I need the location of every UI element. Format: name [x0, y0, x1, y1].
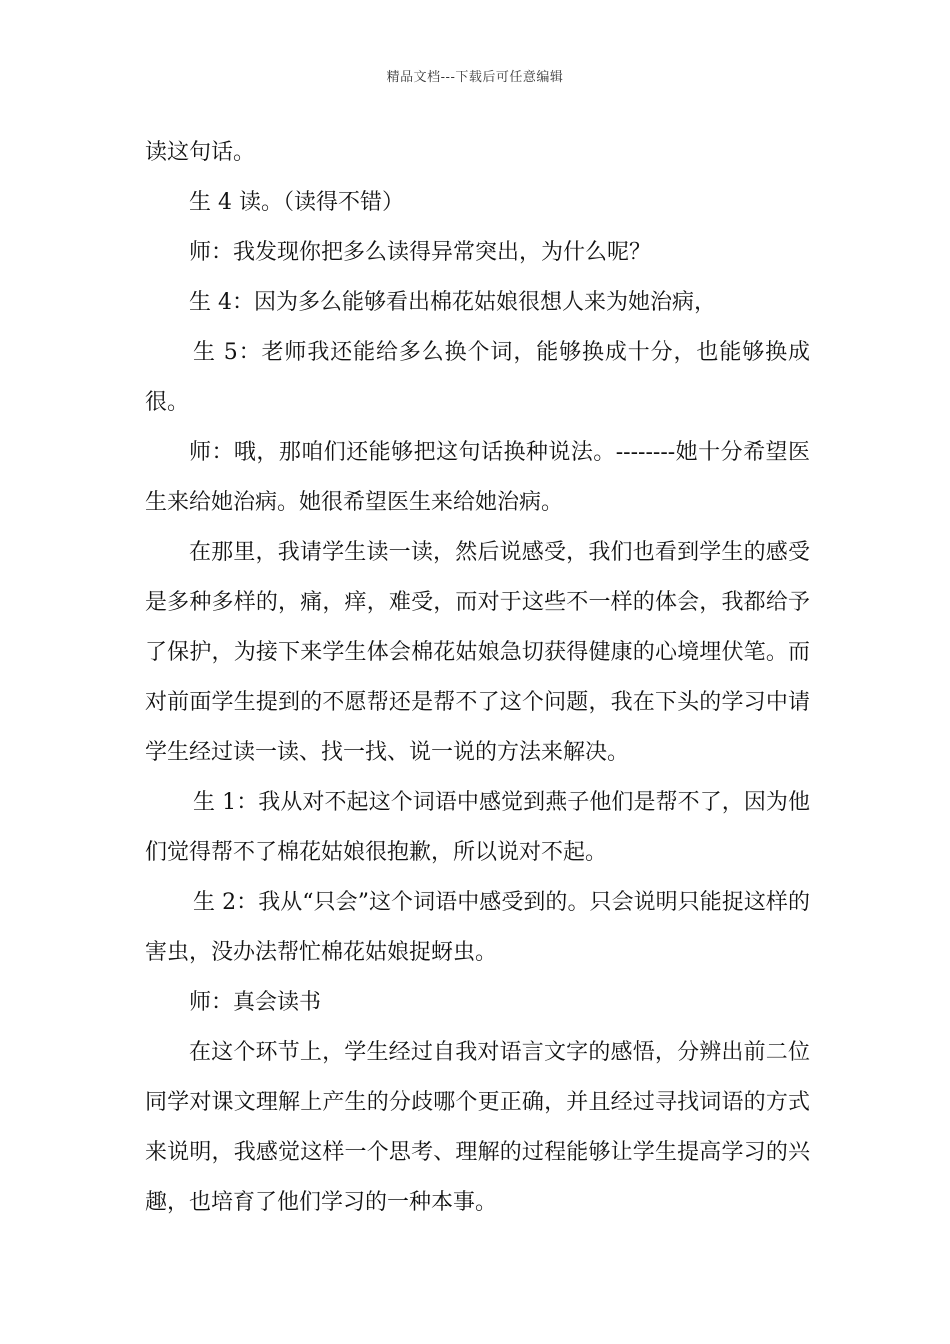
paragraph-6: 师：哦，那咱们还能够把这句话换种说法。--------她十分希望医生来给她治病。她很希望医生来给她治病。: [145, 440, 810, 515]
paragraph-2: 生 4 读。（读得不错）: [189, 190, 404, 215]
page-header: 精品文档---下载后可任意编辑: [386, 70, 564, 85]
paragraph-5: 生 5：老师我还能给多么换个词，能够换成十分，也能够换成很。: [145, 340, 810, 415]
paragraph-11: 在这个环节上，学生经过自我对语言文字的感悟，分辨出前二位同学对课文理解上产生的分歧哪个更正确，并且经过寻找词语的方式来说明，我感觉这样一个思考、理解的过程能够让学生提高学习的兴趣，也培育了他们学习的一种本事。: [145, 1040, 810, 1215]
document-body: [145, 128, 810, 1228]
paragraph-8: 生 1：我从对不起这个词语中感觉到燕子他们是帮不了，因为他们觉得帮不了棉花姑娘很抱歉，所以说对不起。: [145, 790, 810, 865]
paragraph-9: 生 2：我从“只会”这个词语中感受到的。只会说明只能捉这样的害虫，没办法帮忙棉花姑娘捉蚜虫。: [145, 890, 810, 965]
paragraph-7: 在那里，我请学生读一读，然后说感受，我们也看到学生的感受是多种多样的，痛，痒，难受，而对于这些不一样的体会，我都给予了保护，为接下来学生体会棉花姑娘急切获得健康的心境埋伏笔。而对前面学生提到的不愿帮还是帮不了这个问题，我在下头的学习中请学生经过读一读、找一找、说一说的方法来解决。: [145, 540, 810, 765]
paragraph-1: 读这句话。: [145, 140, 256, 165]
paragraph-3: 师：我发现你把多么读得异常突出，为什么呢？: [189, 240, 652, 265]
paragraph-10: 师：真会读书: [189, 990, 322, 1015]
paragraph-4: 生 4：因为多么能够看出棉花姑娘很想人来为她治病，: [189, 290, 716, 315]
